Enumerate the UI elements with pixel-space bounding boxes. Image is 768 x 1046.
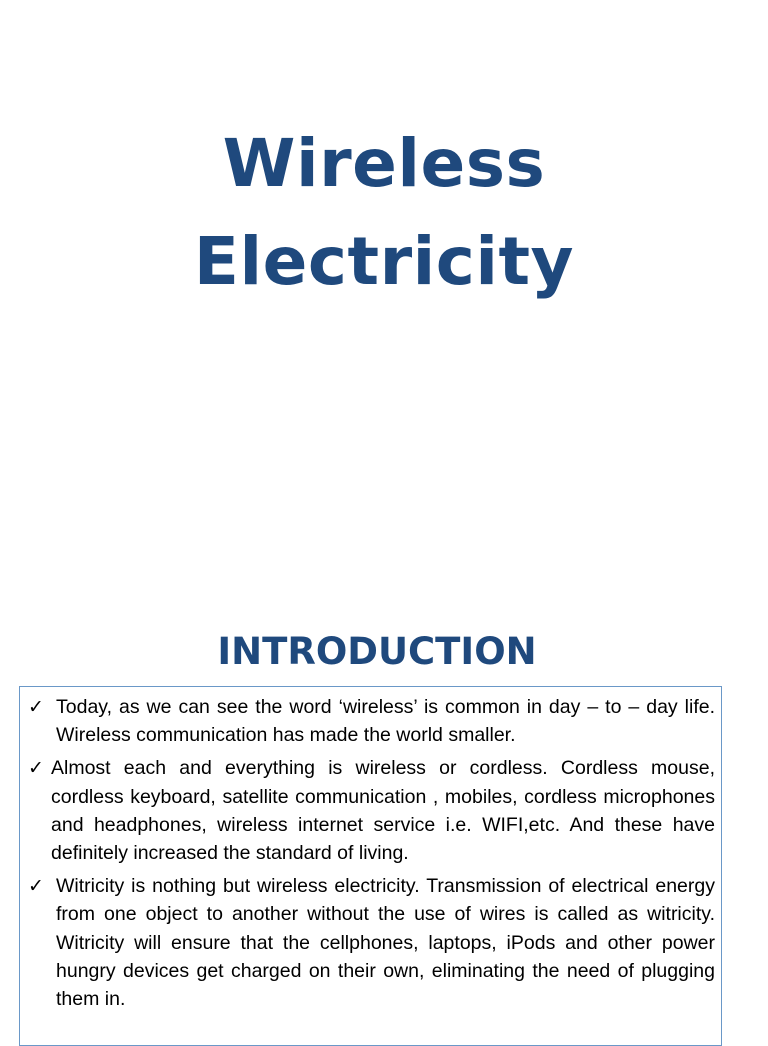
title-line-1: Wireless [222,125,546,202]
bullet-text: Witricity is nothing but wireless electricity. Transmission of electrical energy from one object to another without the use of wires is called as witricity. Witricity will ensure that the cellphones, laptops, iPods and other power hungry devices get charged on their own, eliminating the need of plugging them in. [56,875,715,1011]
bullet-item [28,872,715,1013]
slide-title [0,115,768,311]
title-line-2: Electricity [193,223,575,300]
bullet-item [28,754,715,867]
section-heading: INTRODUCTION [217,630,537,673]
bullet-item [28,693,715,749]
checkmark-icon: ✓ [28,875,44,898]
bullet-text: Almost each and everything is wireless or cordless. Cordless mouse, cordless keyboard, satellite communication , mobiles, cordless microphones and headphones, wireless internet service i.e. WIFI,etc. And these have definitely increased the standard of living. [51,757,715,865]
intro-content-box [19,686,722,1046]
checkmark-icon: ✓ [28,696,44,718]
bullet-text: Today, as we can see the word ‘wireless’ is common in day – to – day life. Wireless communication has made the world smaller. [56,696,715,747]
checkmark-icon: ✓ [28,757,44,780]
